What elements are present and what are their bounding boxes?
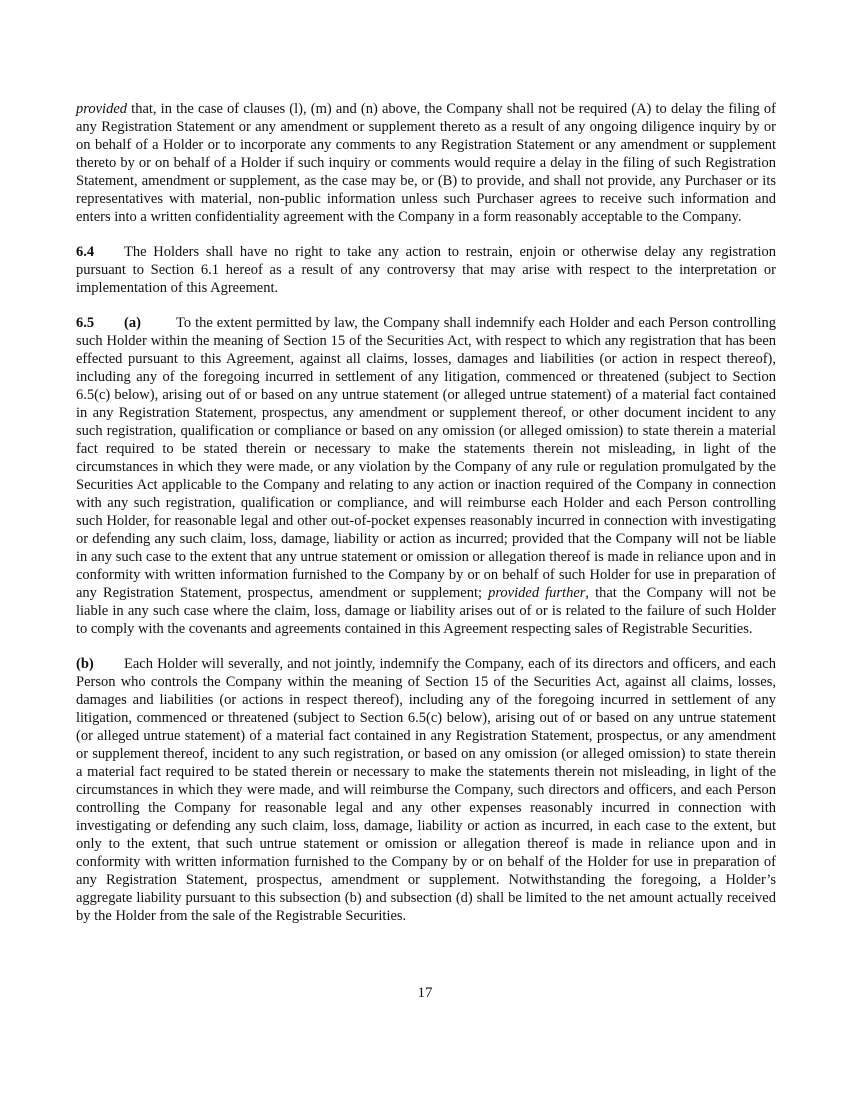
section-6-5a-text-1: To the extent permitted by law, the Company shall indemnify each Holder and each Person controlling such Holder within the meaning of Section 15 of the Securities Act, with respect to which any registration that has been effected pursuant to this Agreement, against all claims, losses, damages and liabilities (or action in respect thereof), including any of the foregoing incurred in settlement of any litigation, commenced or threatened (subject to Section 6.5(c) below), arising out of or based on any untrue statement (or alleged untrue statement) of a material fact contained in any Registration Statement, prospectus, any amendment or supplement thereof, or other document incident to any such registration, qualification or compliance or based on any omission (or alleged omission) to state therein a material fact required to be stated therein or necessary to make the statements therein not misleading, in light of the circumstances in which they were made, or any violation by the Company of any rule or regulation promulgated by the Securities Act applicable to the Company and relating to any action or inaction required of the Company in connection with any such registration, qualification or compliance, and will reimburse each Holder and each Person controlling such Holder, for reasonable legal and other out-of-pocket expenses reasonably incurred in connection with investigating or defending any such claim, loss, damage, liability or action as incurred; provided that the Company will not be liable in any such case to the extent that any untrue statement or omission or allegation thereof is made in reliance upon and in conformity with written information furnished to the Company by or on behalf of such Holder for use in preparation of any Registration Statement, prospectus, amendment or supplement; — [76, 315, 776, 601]
section-6-4-text: The Holders shall have no right to take any action to restrain, enjoin or otherwise delay any registration pursuant to Section 6.1 hereof as a result of any controversy that may arise with respect to the interpretation or implementation of this Agreement. — [76, 244, 776, 296]
paragraph-proviso — [76, 100, 776, 226]
paragraph-6-4 — [76, 243, 776, 297]
section-6-5a-italic: provided further — [488, 585, 586, 601]
paragraph-6-5b — [76, 655, 776, 925]
proviso-text: that, in the case of clauses (l), (m) and (n) above, the Company shall not be required (A) to delay the filing of any Registration Statement or any amendment or supplement thereto as a result of any ongoing diligence inquiry by or on behalf of a Holder or to incorporate any comments to any Registration Statement or any amendment or supplement thereto by or on behalf of a Holder if such inquiry or comments would require a delay in the filing of such Registration Statement, amendment or supplement, as the case may be, or (B) to provide, and shall not provide, any Purchaser or its representatives with material, non-public information unless such Purchaser agrees to receive such information and enters into a written confidentiality agreement with the Company in a form reasonably acceptable to the Company. — [76, 101, 776, 225]
paragraph-6-5a — [76, 314, 776, 638]
section-6-5b-text: Each Holder will severally, and not jointly, indemnify the Company, each of its directors and officers, and each Person who controls the Company within the meaning of Section 15 of the Securities Act, against all claims, losses, damages and liabilities (or actions in respect thereof), including any of the foregoing incurred in settlement of any litigation, commenced or threatened (subject to Section 6.5(c) below), arising out of or based on any untrue statement (or alleged untrue statement) of a material fact contained in any Registration Statement, prospectus, or any amendment or supplement thereof, incident to any such registration, or based on any omission (or alleged omission) to state therein a material fact required to be stated therein or necessary to make the statements therein not misleading, in light of the circumstances in which they were made, and will reimburse the Company, such directors and officers, and each Person controlling the Company for reasonable legal and any other expenses reasonably incurred in connection with investigating or defending any such claim, loss, damage, liability or action as incurred, in each case to the extent, but only to the extent, that such untrue statement or omission or allegation thereof is made in reliance upon and in conformity with written information furnished to the Company by or on behalf of the Holder for use in preparation of any Registration Statement, prospectus, amendment or supplement. Notwithstanding the foregoing, a Holder’s aggregate liability pursuant to this subsection (b) and subsection (d) shall be limited to the net amount actually received by the Holder from the sale of the Registrable Securities. — [76, 656, 776, 924]
document-body — [76, 100, 776, 925]
subsection-a-label: (a) — [124, 315, 141, 331]
page-number: 17 — [417, 985, 433, 1001]
subsection-b-label: (b) — [76, 656, 94, 672]
proviso-italic: provided — [76, 101, 128, 117]
section-number-6-5: 6.5 — [76, 315, 95, 331]
section-6-5a-text-2: , that the Company will not be liable in any such case where the claim, loss, damage or liability arises out of or is related to the failure of such Holder to comply with the covenants and agreements contained in this Agreement respecting sales of Registrable Securities. — [76, 585, 776, 637]
section-number-6-4: 6.4 — [76, 244, 95, 260]
